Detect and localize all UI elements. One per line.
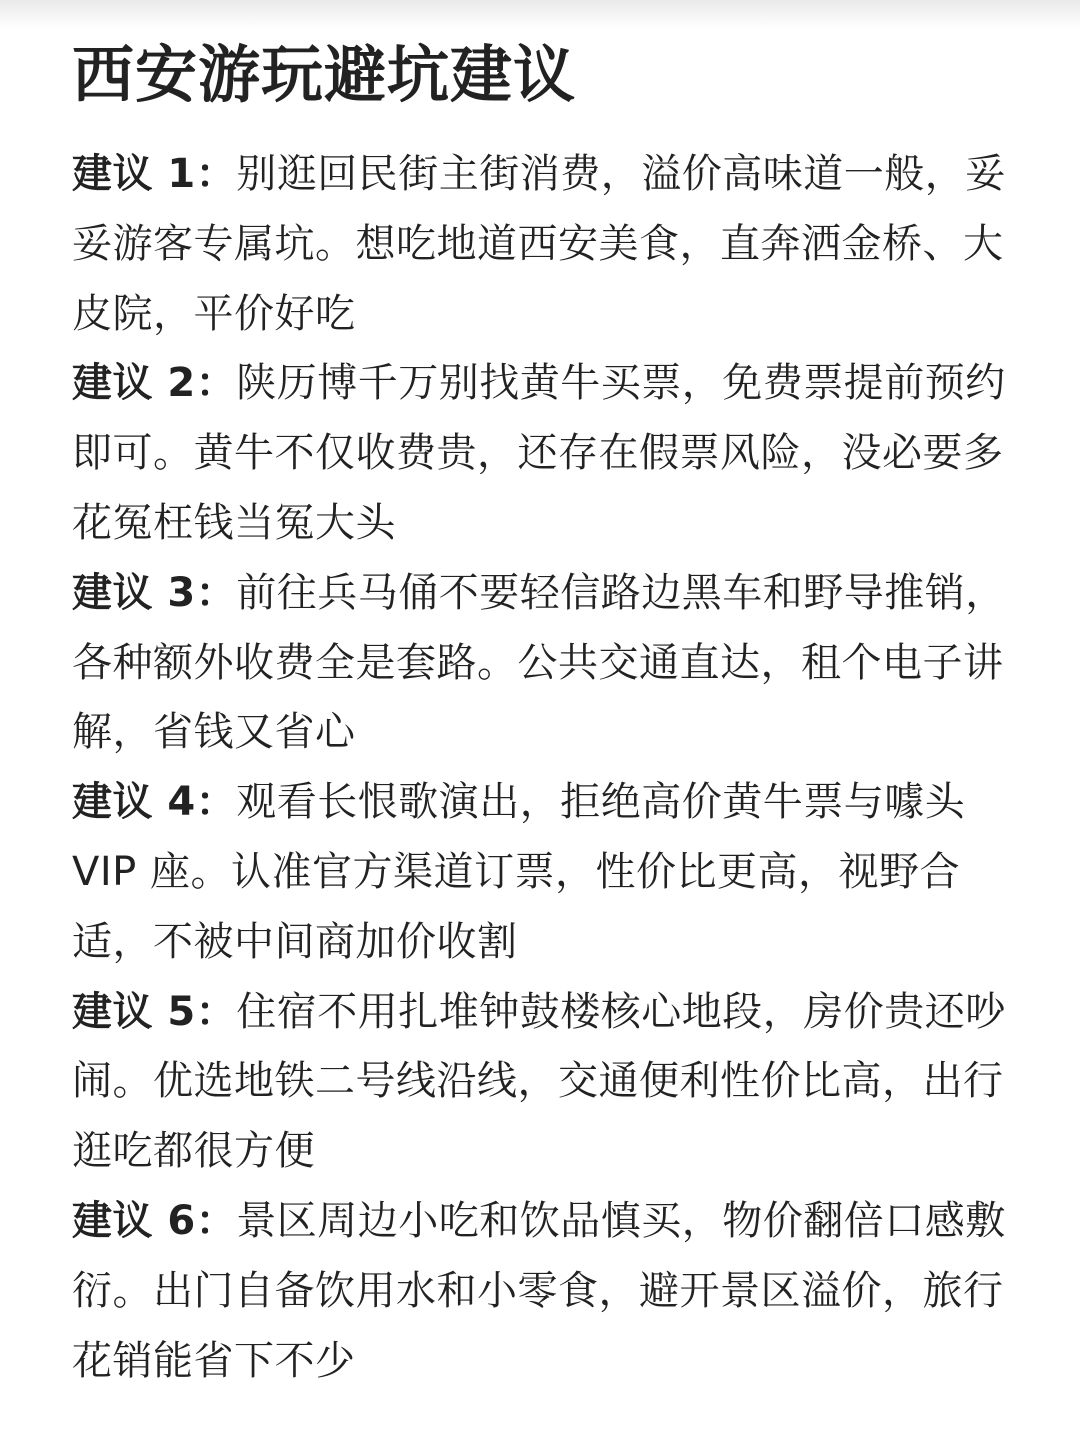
page-title: 西安游玩避坑建议 — [72, 38, 577, 111]
tip-text: 观看长恨歌演出，拒绝高价黄牛票与噱头 VIP 座。认准官方渠道订票，性价比更高，视野合适，不被中间商加价收割 — [72, 779, 966, 965]
tip-text: 前往兵马俑不要轻信路边黑车和野导推销，各种额外收费全是套路。公共交通直达，租个电子讲解，省钱又省心 — [72, 569, 1006, 756]
tip-label: 建议 2： — [72, 360, 237, 407]
tip-text: 陕历博千万别找黄牛买票，免费票提前预约即可。黄牛不仅收费贵，还存在假票风险，没必要多花冤枉钱当冤大头 — [72, 360, 1006, 546]
tip-label: 建议 4： — [72, 779, 237, 826]
tip-6 — [72, 1187, 1022, 1396]
tip-text: 别逛回民街主街消费，溢价高味道一般，妥妥游客专属坑。想吃地道西安美食，直奔洒金桥、大皮院，平价好吃 — [72, 151, 1006, 337]
top-edge-shadow — [0, 0, 1080, 30]
article — [72, 32, 1022, 1396]
tip-label: 建议 5： — [72, 988, 237, 1035]
tip-text: 住宿不用扎堆钟鼓楼核心地段，房价贵还吵闹。优选地铁二号线沿线，交通便利性价比高，出行逛吃都很方便 — [72, 988, 1006, 1175]
tip-1 — [72, 140, 1022, 349]
tip-4 — [72, 768, 1022, 977]
tip-label: 建议 3： — [72, 569, 237, 616]
tip-3 — [72, 559, 1022, 768]
tip-2 — [72, 349, 1022, 558]
tip-text: 景区周边小吃和饮品慎买，物价翻倍口感敷衍。出门自备饮用水和小零食，避开景区溢价，旅行花销能省下不少 — [72, 1197, 1006, 1384]
tips-list — [72, 140, 1022, 1396]
tip-label: 建议 6： — [72, 1197, 237, 1244]
tip-5 — [72, 978, 1022, 1187]
tip-label: 建议 1： — [72, 151, 237, 197]
